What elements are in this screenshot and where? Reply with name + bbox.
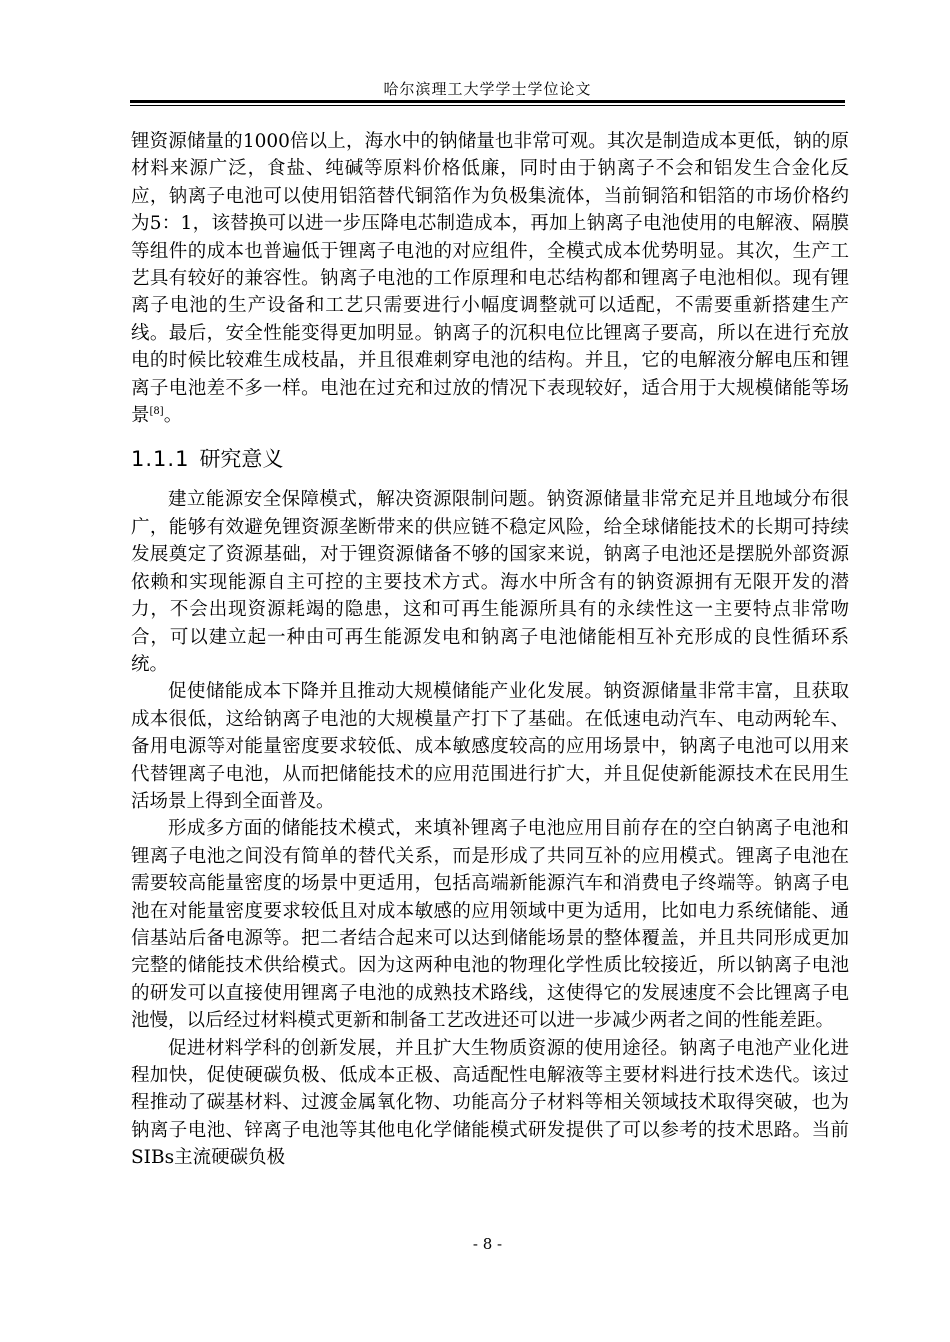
running-header: 哈尔滨理工大学学士学位论文 bbox=[383, 80, 592, 98]
page-number: - 8 - bbox=[472, 1235, 503, 1253]
paragraph: 形成多方面的储能技术模式，来填补锂离子电池应用目前存在的空白钠离子电池和锂离子电池之间没有简单的替代关系，而是形成了共同互补的应用模式。锂离子电池在需要较高能量密度的场景中更适用，包括高端新能源汽车和消费电子终端等。钠离子电池在对能量密度要求较低且对成本敏感的应用领域中更为适用，比如电力系统储能、通信基站后备电源等。把二者结合起来可以达到储能场景的整体覆盖，并且共同形成更加完整的储能技术供给模式。因为这两种电池的物理化学性质比较接近，所以钠离子电池的研发可以直接使用锂离子电池的成熟技术路线，这使得它的发展速度不会比锂离子电池慢，以后经过材料模式更新和制备工艺改进还可以进一步减少两者之间的性能差距。 bbox=[131, 818, 849, 1032]
paragraph-end: 。 bbox=[163, 405, 183, 427]
section-number: 1.1.1 bbox=[131, 447, 190, 472]
paragraph: 促进材料学科的创新发展，并且扩大生物质资源的使用途径。钠离子电池产业化进程加快，促使硬碳负极、低成本正极、高适配性电解液等主要材料进行技术迭代。该过程推动了碳基材料、过渡金属氧化物、功能高分子材料等相关领域技术取得突破，也为钠离子电池、锌离子电池等其他电化学储能模式研发提供了可以参考的技术思路。当前SIBs主流硬碳负极 bbox=[131, 1037, 849, 1169]
paragraph: 建立能源安全保障模式，解决资源限制问题。钠资源储量非常充足并且地域分布很广，能够有效避免锂资源垄断带来的供应链不稳定风险，给全球储能技术的长期可持续发展奠定了资源基础，对于锂资源储备不够的国家来说，钠离子电池还是摆脱外部资源依赖和实现能源自主可控的主要技术方式。海水中所含有的钠资源拥有无限开发的潜力，不会出现资源耗竭的隐患，这和可再生能源所具有的永续性这一主要特点非常吻合，可以建立起一种由可再生能源发电和钠离子电池储能相互补充形成的良性循环系统。 bbox=[131, 489, 849, 675]
paragraph-continuation bbox=[131, 128, 849, 429]
header-rule bbox=[130, 100, 845, 103]
section-heading bbox=[131, 446, 849, 473]
citation-mark: [8] bbox=[149, 406, 164, 418]
body-text bbox=[131, 128, 849, 1172]
section-title: 研究意义 bbox=[199, 447, 284, 472]
paragraph: 促使储能成本下降并且推动大规模储能产业化发展。钠资源储量非常丰富，且获取成本很低，这给钠离子电池的大规模量产打下了基础。在低速电动汽车、电动两轮车、备用电源等对能量密度要求较低、成本敏感度较高的应用场景中，钠离子电池可以用来代替锂离子电池，从而把储能技术的应用范围进行扩大，并且促使新能源技术在民用生活场景上得到全面普及。 bbox=[131, 681, 849, 812]
paragraph-text: 锂资源储量的1000倍以上，海水中的钠储量也非常可观。其次是制造成本更低，钠的原材料来源广泛，食盐、纯碱等原料价格低廉，同时由于钠离子不会和铝发生合金化反应，钠离子电池可以使用铝箔替代铜箔作为负极集流体，当前铜箔和铝箔的市场价格约为5：1，该替换可以进一步压降电芯制造成本，再加上钠离子电池使用的电解液、隔膜等组件的成本也普遍低于锂离子电池的对应组件，全模式成本优势明显。其次，生产工艺具有较好的兼容性。钠离子电池的工作原理和电芯结构都和锂离子电池相似。现有锂离子电池的生产设备和工艺只需要进行小幅度调整就可以适配，不需要重新搭建生产线。最后，安全性能变得更加明显。钠离子的沉积电位比锂离子要高，所以在进行充放电的时候比较难生成枝晶，并且很难刺穿电池的结构。并且，它的电解液分解电压和锂离子电池差不多一样。电池在过充和过放的情况下表现较好，适合用于大规模储能等场景 bbox=[131, 131, 849, 427]
header-rule-thin bbox=[130, 105, 845, 106]
